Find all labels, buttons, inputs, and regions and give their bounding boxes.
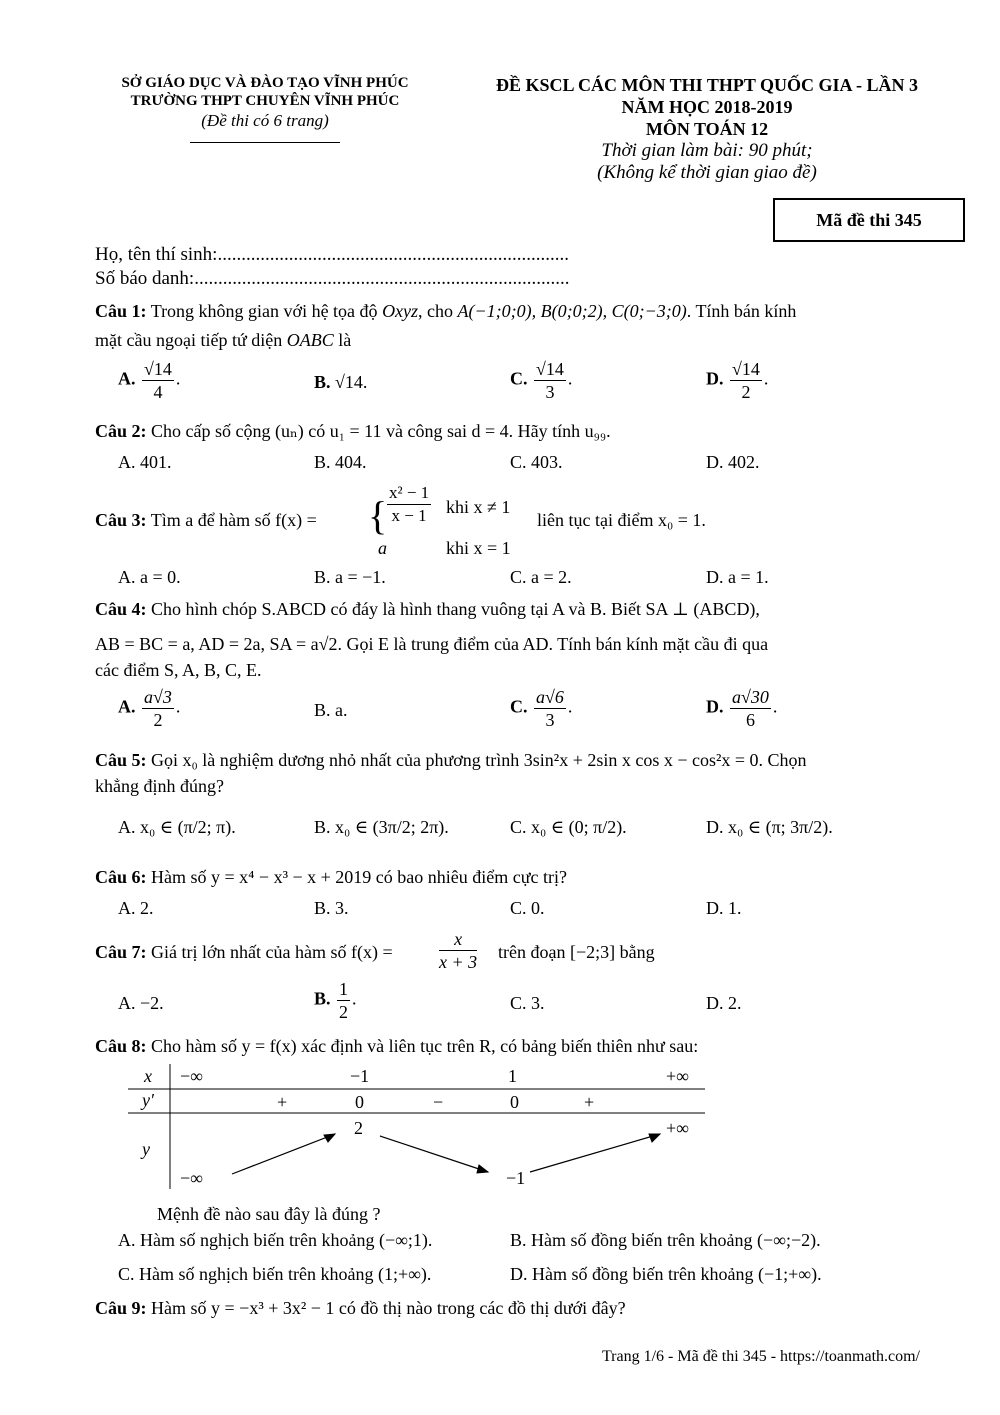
q5-option-d[interactable]: D. x₀ ∈ (π; 3π/2).: [706, 817, 833, 837]
derivative-sign: −: [433, 1092, 444, 1112]
q4-option-b[interactable]: B. a.: [314, 700, 348, 720]
fraction-numerator: a√30: [732, 687, 769, 707]
case-2-condition: khi x = 1: [446, 538, 511, 558]
question-text: Cho cấp số cộng (uₙ) có u₁ = 11 và công sai d = 4. Hãy tính u₉₉.: [151, 421, 611, 441]
question-2: [95, 421, 611, 442]
q7-option-d[interactable]: D. 2.: [706, 993, 742, 1013]
option-letter: D.: [706, 696, 724, 717]
piecewise-case-2: a: [378, 538, 387, 558]
question-4-line-3: các điểm S, A, B, C, E.: [95, 660, 262, 680]
q8-option-a[interactable]: A. Hàm số nghịch biến trên khoảng (−∞;1).: [118, 1230, 433, 1250]
fraction-numerator: √14: [144, 359, 172, 379]
q3-option-d[interactable]: D. a = 1.: [706, 567, 769, 587]
question-label: Câu 4:: [95, 599, 147, 619]
q2-option-d[interactable]: D. 402.: [706, 452, 760, 472]
question-text: Cho hình chóp S.ABCD có đáy là hình thang vuông tại A và B. Biết SA ⊥ (ABCD),: [151, 599, 760, 619]
y-value: −∞: [180, 1168, 203, 1188]
option-letter: B.: [314, 372, 331, 392]
option-letter: B.: [314, 988, 331, 1009]
question-7-tail: trên đoạn [−2;3] bằng: [498, 942, 655, 962]
q4-option-c[interactable]: C. $\frac{a√6}{3}$ .: [510, 687, 573, 730]
fraction-denominator: 4: [153, 382, 163, 402]
fraction-denominator: x − 1: [391, 506, 427, 525]
time-limit: Thời gian làm bài: 90 phút;: [601, 140, 813, 161]
question-3: [95, 510, 317, 531]
subject: MÔN TOÁN 12: [645, 119, 769, 139]
question-6: [95, 867, 567, 888]
q5-option-b[interactable]: B. x₀ ∈ (3π/2; 2π).: [314, 817, 449, 837]
fraction-numerator: 1: [339, 979, 349, 999]
y-value: 2: [354, 1118, 363, 1138]
question-text: Giá trị lớn nhất của hàm số f(x) =: [151, 942, 393, 962]
exam-header: [452, 74, 962, 184]
q2-option-a[interactable]: A. 401.: [118, 452, 172, 472]
question-8: [95, 1036, 698, 1057]
y-value: +∞: [666, 1118, 689, 1138]
q1-option-b[interactable]: B. √14.: [314, 372, 368, 392]
fraction-numerator: a√6: [536, 687, 564, 707]
q7-option-b[interactable]: B. $\frac{1}{2}$ .: [314, 979, 357, 1022]
question-text: Cho hàm số y = f(x) xác định và liên tục trên R, có bảng biến thiên như sau:: [151, 1036, 699, 1056]
time-note: (Không kể thời gian giao đề): [597, 162, 817, 183]
y-value: −1: [506, 1168, 526, 1188]
option-value: √14: [335, 372, 363, 392]
question-8-prompt: Mệnh đề nào sau đây là đúng ?: [157, 1204, 381, 1224]
question-text: , cho: [418, 301, 454, 321]
question-label: Câu 6:: [95, 867, 147, 887]
question-7: [95, 942, 393, 963]
school-year: NĂM HỌC 2018-2019: [621, 97, 793, 117]
q2-option-b[interactable]: B. 404.: [314, 452, 367, 472]
question-text: Hàm số y = −x³ + 3x² − 1 có đồ thị nào trong các đồ thị dưới đây?: [151, 1298, 626, 1318]
math-points: A(−1;0;0), B(0;0;2), C(0;−3;0): [457, 301, 687, 321]
x-value: −1: [350, 1066, 370, 1086]
derivative-sign: 0: [510, 1092, 519, 1112]
q1-option-d[interactable]: D. $\frac{√14}{2}$ .: [706, 359, 769, 402]
q6-option-b[interactable]: B. 3.: [314, 898, 349, 918]
option-letter: C.: [510, 368, 528, 389]
x-value: −∞: [180, 1066, 203, 1086]
row-y-label: y: [142, 1139, 150, 1159]
fraction-denominator: 2: [339, 1002, 349, 1022]
variation-table-lines: [120, 1064, 710, 1194]
piecewise-brace: {: [368, 493, 388, 538]
variation-table: [120, 1064, 710, 1194]
question-text: . Tính bán kính: [686, 301, 797, 321]
q1-option-a[interactable]: A. $\frac{√14}{4}$ .: [118, 359, 181, 402]
question-9: [95, 1298, 626, 1319]
question-text: Gọi x₀ là nghiệm dương nhỏ nhất của phương trình 3sin²x + 2sin x cos x − cos²x = 0. Chọn: [151, 750, 807, 770]
fraction-denominator: x + 3: [439, 952, 478, 972]
row-yprime-label: y′: [142, 1090, 154, 1110]
x-value: +∞: [666, 1066, 689, 1086]
q8-option-b[interactable]: B. Hàm số đồng biến trên khoảng (−∞;−2).: [510, 1230, 821, 1250]
q6-option-c[interactable]: C. 0.: [510, 898, 545, 918]
option-letter: A.: [118, 696, 136, 717]
question-text: mặt cầu ngoại tiếp tứ diện: [95, 330, 283, 350]
fraction-numerator: √14: [732, 359, 760, 379]
header-divider: [190, 142, 340, 143]
fraction-denominator: 2: [153, 710, 163, 730]
derivative-sign: +: [584, 1092, 595, 1112]
case-1-condition: khi x ≠ 1: [446, 497, 511, 517]
q8-option-d[interactable]: D. Hàm số đồng biến trên khoảng (−1;+∞).: [510, 1264, 822, 1284]
option-letter: A.: [118, 368, 136, 389]
fraction-numerator: x² − 1: [387, 482, 431, 505]
math-term: OABC: [286, 330, 334, 350]
q3-option-c[interactable]: C. a = 2.: [510, 567, 572, 587]
q8-option-c[interactable]: C. Hàm số nghịch biến trên khoảng (1;+∞).: [118, 1264, 432, 1284]
question-3-tail: liên tục tại điểm x₀ = 1.: [537, 510, 706, 530]
math-term: Oxyz: [382, 301, 419, 321]
q3-option-a[interactable]: A. a = 0.: [118, 567, 181, 587]
q7-option-a[interactable]: A. −2.: [118, 993, 164, 1013]
question-1-line-2: [95, 330, 351, 351]
student-id-line: Số báo danh:...............................................................................: [95, 268, 570, 289]
student-name-line: Họ, tên thí sinh:..........................................................................: [95, 244, 569, 265]
question-text: Hàm số y = x⁴ − x³ − x + 2019 có bao nhiêu điểm cực trị?: [151, 867, 567, 887]
question-label: Câu 8:: [95, 1036, 147, 1056]
exam-title: ĐỀ KSCL CÁC MÔN THI THPT QUỐC GIA - LẦN 3: [495, 75, 919, 95]
page-footer: Trang 1/6 - Mã đề thi 345 - https://toanmath.com/: [601, 1348, 920, 1365]
fraction-denominator: 3: [545, 382, 555, 402]
question-text: Trong không gian với hệ tọa độ: [150, 301, 378, 321]
question-label: Câu 7:: [95, 942, 147, 962]
question-text: Tìm a để hàm số f(x) =: [150, 510, 317, 530]
q5-option-c[interactable]: C. x₀ ∈ (0; π/2).: [510, 817, 627, 837]
piecewise-case-1: [385, 482, 433, 527]
q6-option-a[interactable]: A. 2.: [118, 898, 154, 918]
x-value: 1: [508, 1066, 517, 1086]
department-name: SỞ GIÁO DỤC VÀ ĐÀO TẠO VĨNH PHÚC: [121, 75, 409, 91]
fraction-denominator: 2: [741, 382, 751, 402]
question-text: là: [338, 330, 352, 350]
derivative-sign: +: [277, 1092, 288, 1112]
q4-option-a[interactable]: A. $\frac{a√3}{2}$ .: [118, 687, 181, 730]
derivative-sign: 0: [355, 1092, 364, 1112]
option-letter: D.: [706, 368, 724, 389]
exam-code-box: Mã đề thi 345: [773, 198, 965, 242]
q1-option-c[interactable]: C. $\frac{√14}{3}$ .: [510, 359, 573, 402]
question-label: Câu 9:: [95, 1298, 147, 1318]
fraction-numerator: x: [439, 928, 477, 951]
option-letter: C.: [510, 696, 528, 717]
question-4: [95, 599, 760, 620]
question-label: Câu 5:: [95, 750, 147, 770]
page-count-note: (Đề thi có 6 trang): [201, 111, 329, 130]
question-label: Câu 2:: [95, 421, 147, 441]
q5-option-a[interactable]: A. x₀ ∈ (π/2; π).: [118, 817, 236, 837]
question-1: [95, 301, 796, 322]
question-label: Câu 1:: [95, 301, 147, 321]
q4-option-d[interactable]: D. $\frac{a√30}{6}$ .: [706, 687, 778, 730]
question-5-line-2: khẳng định đúng?: [95, 776, 224, 796]
fraction-numerator: √14: [536, 359, 564, 379]
q7-fraction: [437, 928, 479, 973]
school-name: TRƯỜNG THPT CHUYÊN VĨNH PHÚC: [130, 93, 400, 109]
q7-option-c[interactable]: C. 3.: [510, 993, 545, 1013]
school-header: [95, 74, 435, 143]
q2-option-c[interactable]: C. 403.: [510, 452, 563, 472]
fraction-numerator: a√3: [144, 687, 172, 707]
fraction-denominator: 6: [745, 710, 755, 730]
question-4-line-2: AB = BC = a, AD = 2a, SA = a√2. Gọi E là trung điểm của AD. Tính bán kính mặt cầu đi qua: [95, 634, 769, 654]
q6-option-d[interactable]: D. 1.: [706, 898, 742, 918]
question-5: [95, 750, 807, 771]
fraction-denominator: 3: [545, 710, 555, 730]
question-label: Câu 3:: [95, 510, 147, 530]
row-x-label: x: [144, 1066, 152, 1086]
q3-option-b[interactable]: B. a = −1.: [314, 567, 386, 587]
